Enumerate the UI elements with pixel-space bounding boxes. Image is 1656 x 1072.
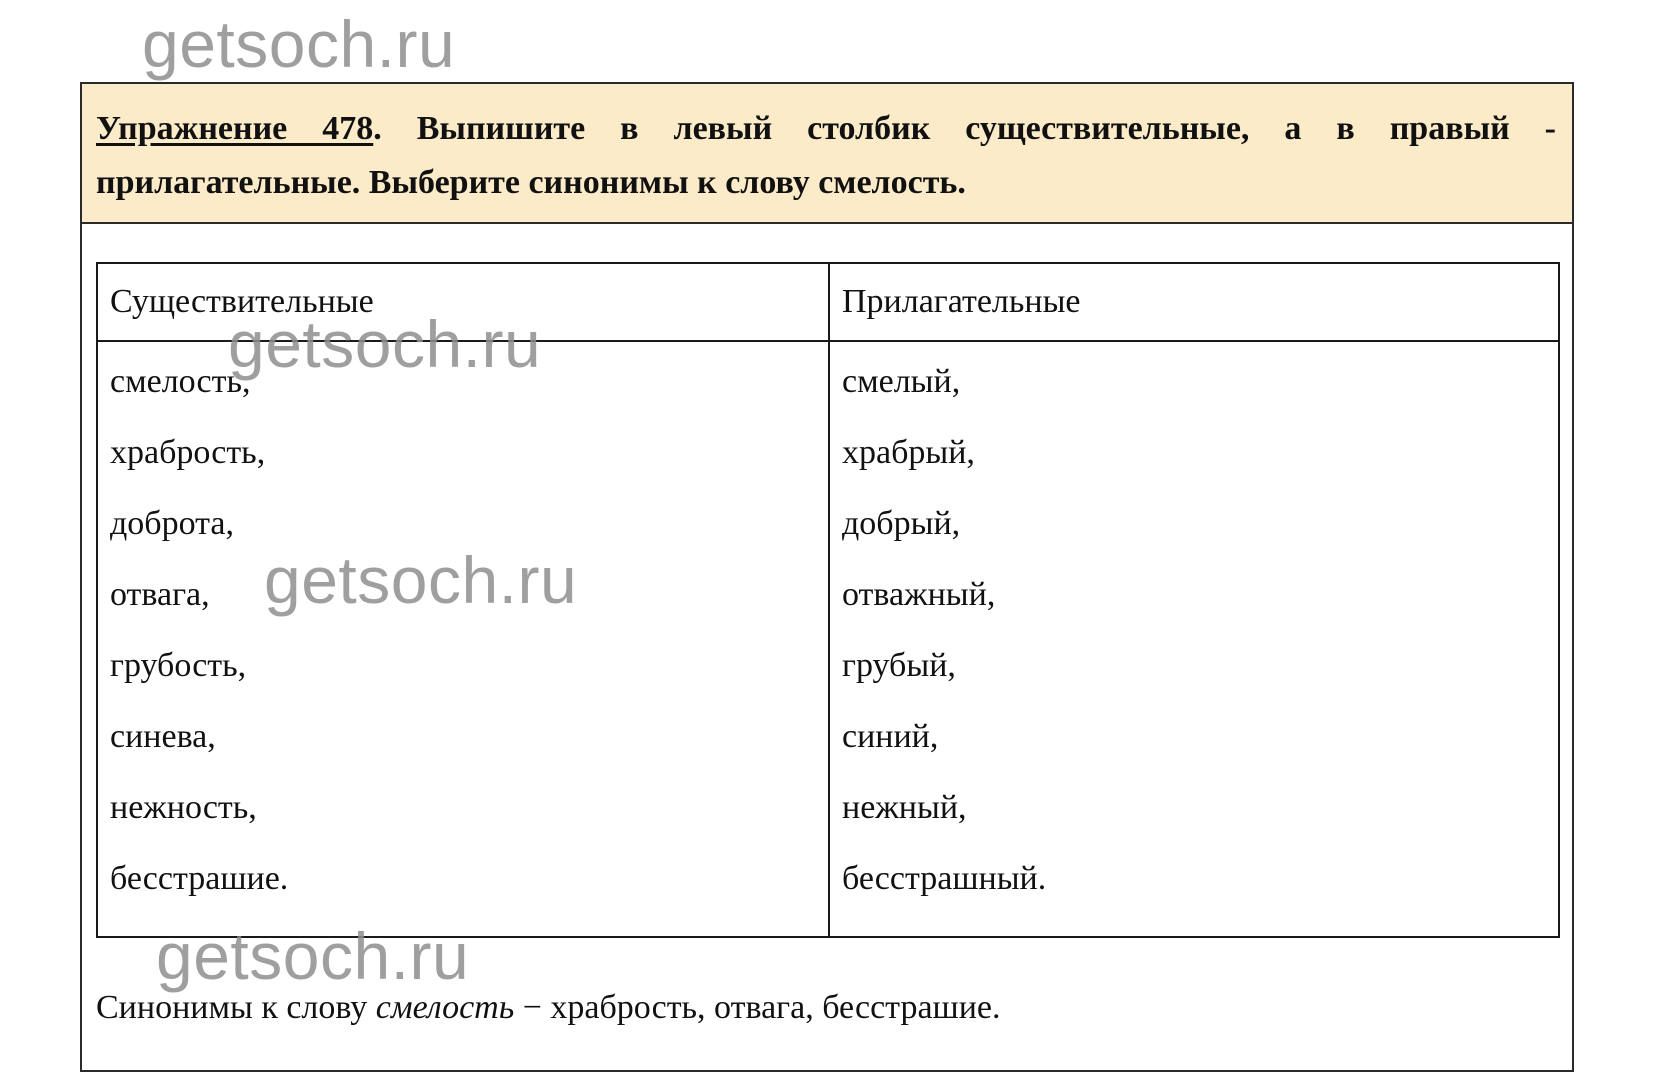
adjective-item: отважный, [842, 576, 996, 613]
adjective-item: бесстрашный. [842, 860, 1047, 897]
synonyms-list: − храбрость, отвага, бесстрашие. [514, 989, 1001, 1026]
noun-item: отвага, [110, 576, 210, 613]
adjective-item: синий, [842, 718, 939, 755]
adjective-item: нежный, [842, 789, 967, 826]
noun-item: доброта, [110, 505, 235, 542]
noun-item: смелость, [110, 363, 251, 400]
adjective-item: добрый, [842, 505, 961, 542]
watermark-text: getsoch.ru [228, 307, 542, 381]
adjective-item: храбрый, [842, 434, 975, 471]
noun-item: синева, [110, 718, 216, 755]
synonyms-line [96, 988, 1001, 1028]
noun-item: бесстрашие. [110, 860, 289, 897]
synonyms-prefix: Синонимы к слову [96, 989, 376, 1026]
adjective-item: смелый, [842, 363, 961, 400]
adjectives-column-header: Прилагательные [842, 283, 1081, 320]
adjective-item: грубый, [842, 647, 956, 684]
watermark-text: getsoch.ru [142, 7, 456, 81]
column-divider [828, 264, 830, 936]
noun-item: храбрость, [110, 434, 266, 471]
watermark-text: getsoch.ru [156, 919, 470, 993]
noun-item: грубость, [110, 647, 247, 684]
watermark-text: getsoch.ru [264, 543, 578, 617]
nouns-column-header: Существительные [110, 283, 374, 320]
adjectives-list [842, 362, 1046, 930]
exercise-panel [80, 82, 1574, 1072]
task-instruction: . Выпишите в левый столбик существительные, а в правый - прилагательные. Выберите синонимы к слову смелость. [96, 110, 1556, 201]
header-divider [98, 340, 1558, 342]
noun-item: нежность, [110, 789, 257, 826]
word-table [96, 262, 1560, 938]
exercise-number: Упражнение 478 [96, 110, 374, 147]
task-header [82, 84, 1572, 224]
nouns-list [110, 362, 288, 930]
synonyms-keyword: смелость [375, 989, 515, 1026]
